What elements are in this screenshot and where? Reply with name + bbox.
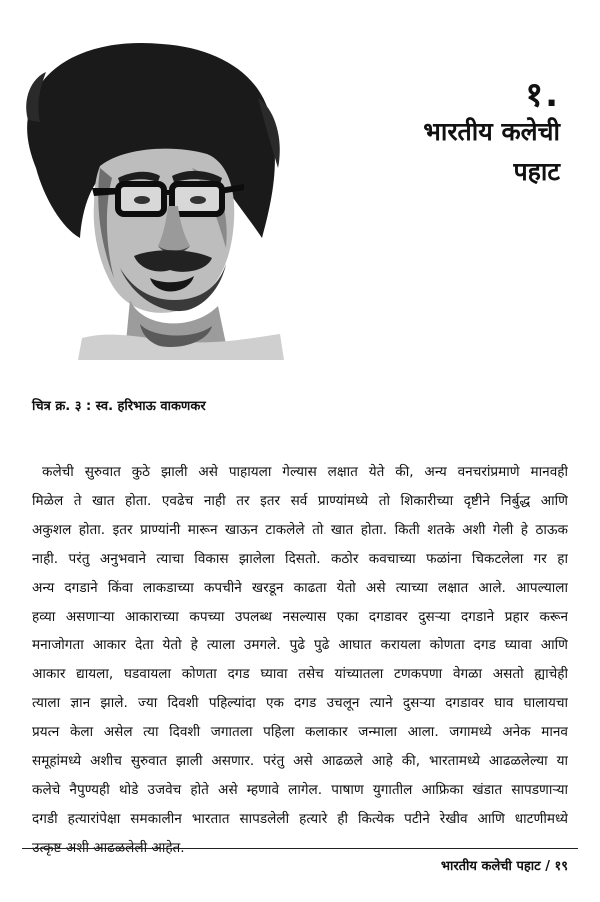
body-line: उत्कृष्ट अशी आढळलेली आहेत. <box>32 839 185 856</box>
page-footer <box>441 856 568 874</box>
body-line: समूहांमध्ये अशीच सुरुवात झाली असणार. परंतु असे आढळले आहे की, भारतामध्ये आढळलेल्या या <box>32 753 568 770</box>
body-line: कलेचे नैपुण्यही थोडे उजवेच होते असे म्हणावे लागेल. पाषाण युगातील आफ्रिका खंडात सापडणाऱ्या <box>32 781 568 798</box>
chapter-number: १. <box>525 75 560 115</box>
photo-caption: चित्र क्र. ३ : स्व. हरिभाऊ वाकणकर <box>32 399 206 414</box>
footer-separator: / <box>545 859 550 874</box>
chapter-title-line-1: भारतीय कलेची <box>423 117 560 146</box>
body-paragraph <box>32 458 568 863</box>
footer-rule <box>22 848 578 849</box>
body-line: हव्या असणाऱ्या आकाराच्या कपच्या उपलब्ध नसल्यास एका दगडावर दुसऱ्या दगडाने प्रहार करून <box>32 608 568 625</box>
portrait-photo <box>22 38 284 360</box>
portrait-illustration <box>22 38 284 360</box>
page-number: १९ <box>554 859 568 874</box>
body-line: मनाजोगता आकार देता येतो हे त्याला उमगले. पुढे पुढे आघात करायला कोणता दगड घ्यावा आणि <box>32 637 568 654</box>
body-line: अन्य दगडाने किंवा लाकडाच्या कपचीने खरडून काढता येतो असे त्याच्या लक्षात आले. आपल्याला <box>32 579 568 596</box>
body-line: प्रयत्न केला असेल त्या दिवशी जगातला पहिला कलाकार जन्माला आला. जगामध्ये अनेक मानव <box>32 724 568 741</box>
body-line: त्याला ज्ञान झाले. ज्या दिवशी पहिल्यांदा एक दगड उचलून त्याने दुसऱ्या दगडावर घाव घालायचा <box>32 695 568 712</box>
running-title: भारतीय कलेची पहाट <box>440 859 541 874</box>
chapter-title <box>300 112 560 192</box>
body-line: आकार द्यायला, घडवायला कोणता दगड घ्यावा तसेच यांच्यातला टणकपणा वेगळा असतो ह्याचेही <box>32 666 568 683</box>
body-line: दगडी हत्यारांपेक्षा समकालीन भारतात सापडलेली हत्यारे ही कित्येक पटीने रेखीव आणि धाटणीमध्ये <box>32 810 568 827</box>
chapter-title-line-2: पहाट <box>513 157 560 186</box>
body-line: नाही. परंतु अनुभवाने त्याचा विकास झालेला दिसतो. कठोर कवचाच्या फळांना चिकटलेला गर हा <box>32 550 568 567</box>
body-line: अकुशल होता. इतर प्राण्यांनी मारून खाऊन टाकलेले तो खात होता. किती शतके अशी गेली हे ठाऊक <box>32 521 568 538</box>
body-line: कलेची सुरुवात कुठे झाली असे पाहायला गेल्यास लक्षात येते की, अन्य वनचरांप्रमाणे मानवही <box>42 464 568 480</box>
body-line: मिळेल ते खात होता. एवढेच नाही तर इतर सर्व प्राण्यांमध्ये तो शिकारीच्या दृष्टीने निर्बुद्ध आणि <box>32 492 568 509</box>
